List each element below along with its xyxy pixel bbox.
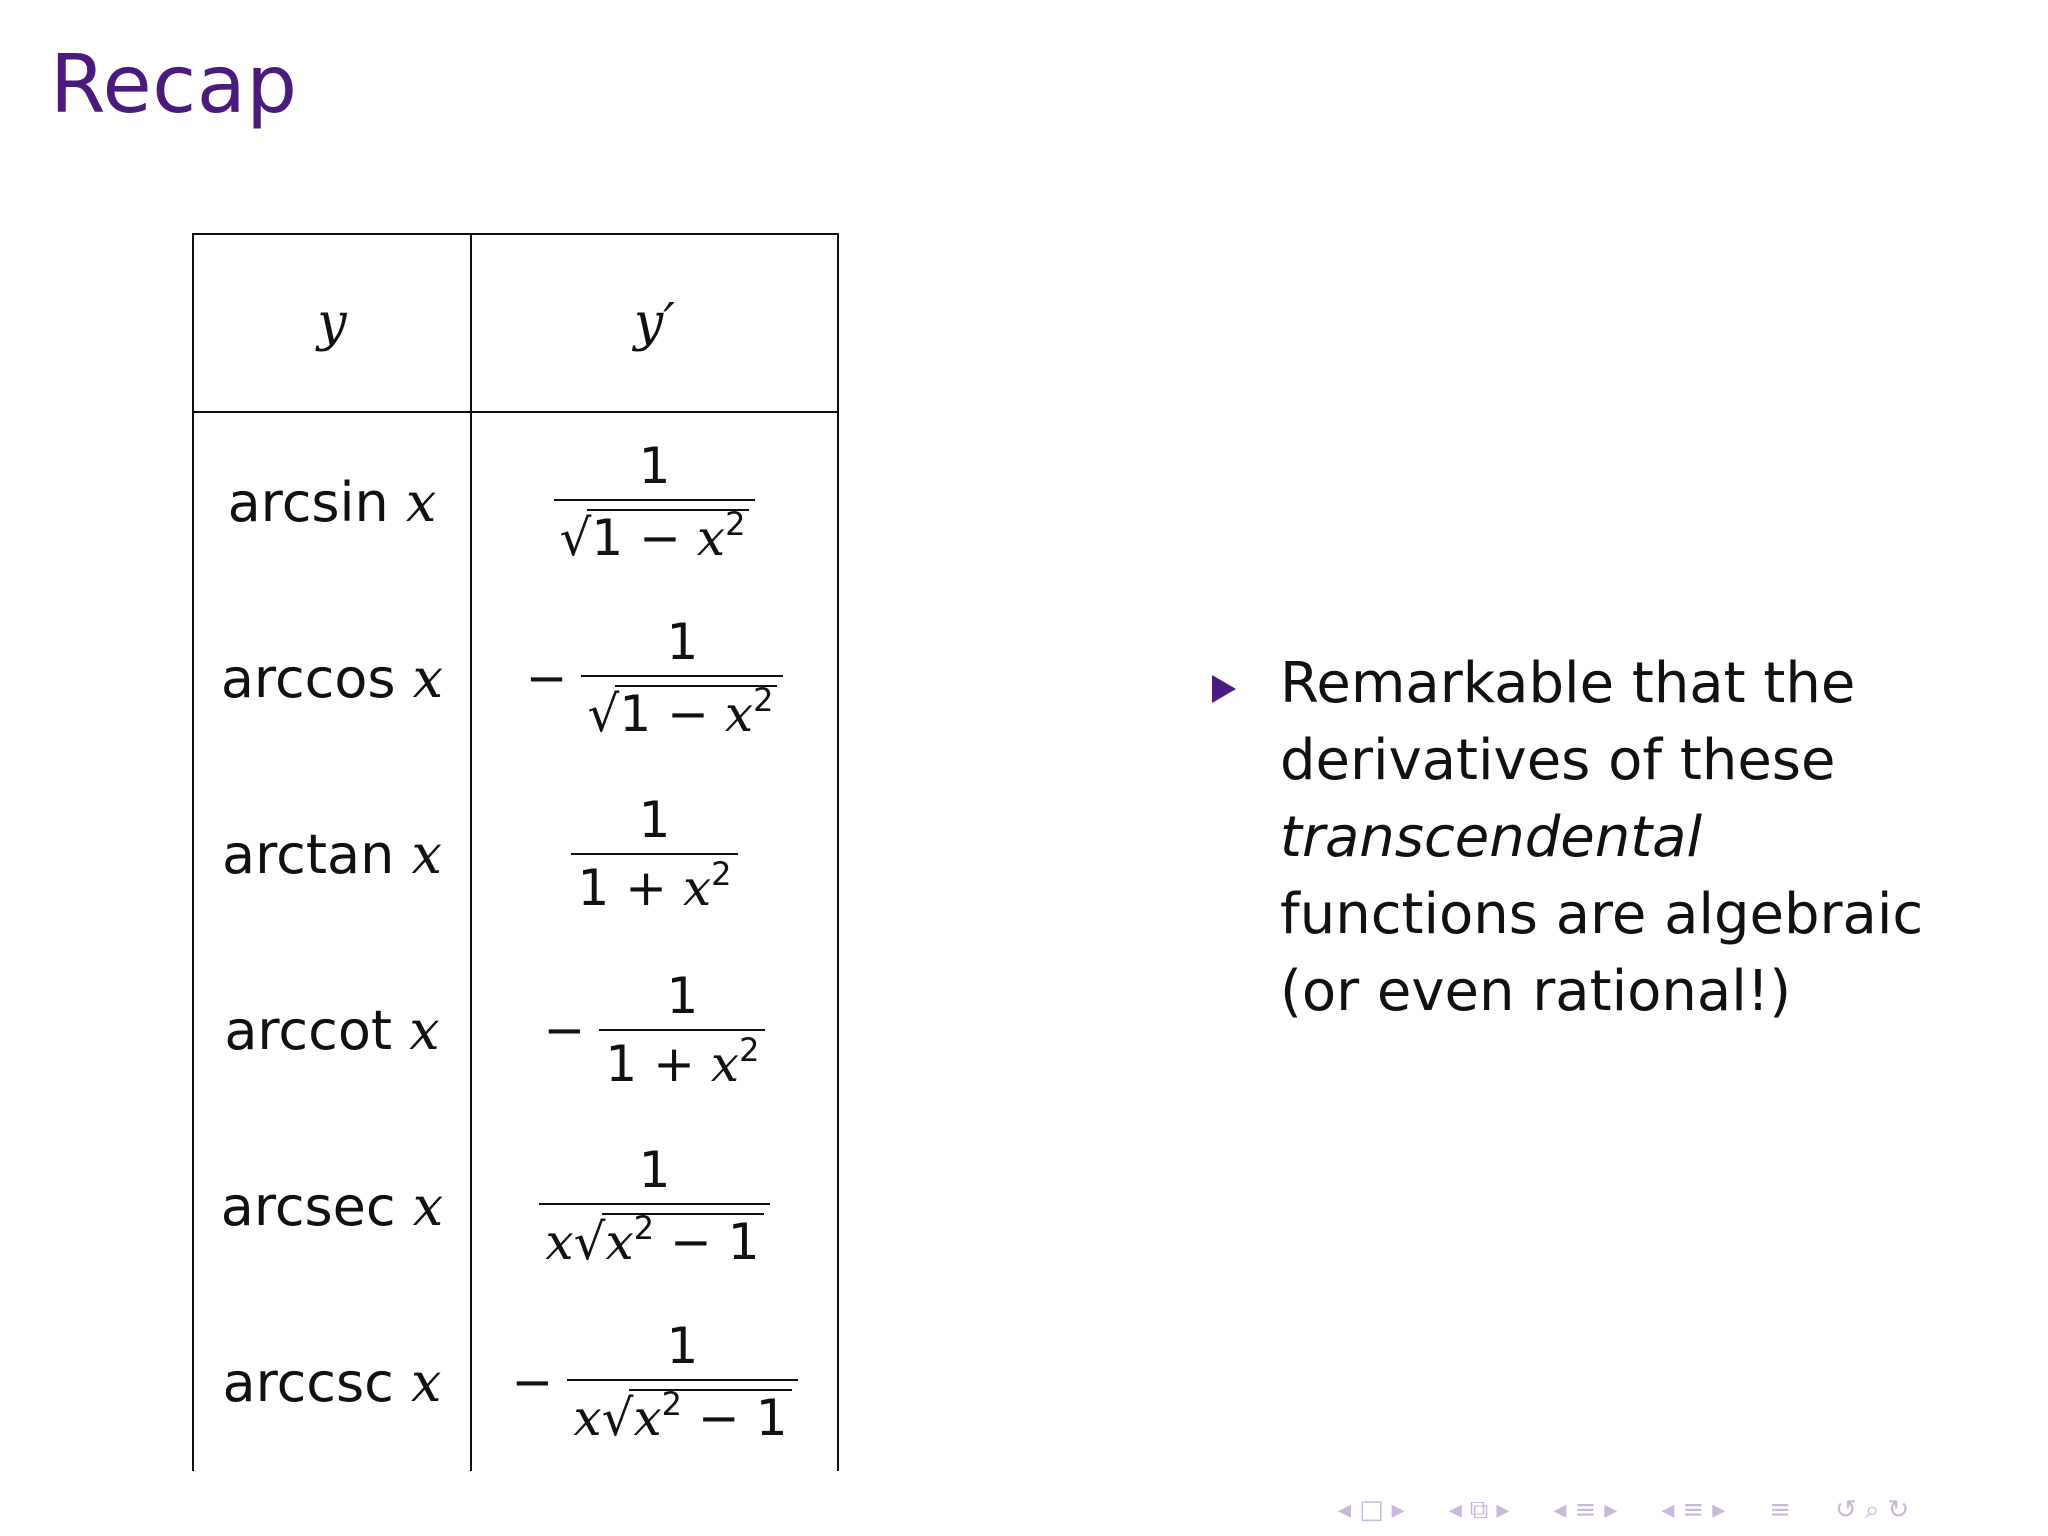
derivative-cell <box>472 942 837 1118</box>
minus-sign: − <box>525 649 568 707</box>
derivative-expression <box>571 791 737 917</box>
exponent: 2 <box>661 1385 683 1423</box>
triangle-bullet-icon <box>1212 675 1236 703</box>
derivative-cell <box>472 1118 837 1294</box>
document-icon[interactable]: ≡ <box>1682 1495 1705 1525</box>
bullet-item <box>1212 645 1952 1030</box>
variable: x <box>696 509 726 567</box>
exponent: 2 <box>711 855 732 893</box>
function-variable: x <box>405 470 437 534</box>
function-cell <box>194 590 470 766</box>
fraction <box>581 613 783 743</box>
function-name <box>221 1175 443 1238</box>
fraction <box>567 1317 797 1447</box>
exponent: 2 <box>633 1209 655 1247</box>
derivative-expression <box>554 437 756 567</box>
exponent: 2 <box>725 505 746 543</box>
radicand: $1 - x^2$ <box>587 509 749 563</box>
function-variable: x <box>412 1174 444 1238</box>
beamer-navigation-bar <box>1338 1492 1909 1528</box>
header-y <box>193 234 471 412</box>
variable: x <box>682 859 712 917</box>
function-label: arcsin <box>227 470 406 534</box>
minus-sign: − <box>511 1353 554 1411</box>
toc-icon[interactable]: ≡ <box>1769 1495 1792 1525</box>
function-label: arccos <box>220 646 413 710</box>
table-header-row <box>193 234 838 412</box>
forward-icon[interactable]: ↻ <box>1887 1495 1910 1525</box>
nav-next-icon[interactable]: ▸ <box>1391 1495 1405 1525</box>
header-y-label: y <box>317 293 347 353</box>
function-label: arccot <box>224 998 410 1062</box>
denominator: $1 + x^2$ <box>599 1029 765 1089</box>
derivative-expression <box>511 1317 797 1447</box>
variable: x <box>633 1389 662 1447</box>
back-icon[interactable]: ↺ <box>1835 1495 1857 1525</box>
function-name <box>224 999 439 1062</box>
derivative-cell <box>472 766 837 942</box>
function-cell <box>194 414 470 590</box>
slide-title: Recap <box>50 38 298 131</box>
denominator <box>554 499 756 567</box>
function-label: arcsec <box>220 1174 413 1238</box>
header-yprime-label: y′ <box>633 293 676 353</box>
sqrt-icon: √ <box>573 1213 606 1271</box>
function-cell <box>194 766 470 942</box>
denominator <box>567 1379 797 1447</box>
function-name <box>223 1351 442 1414</box>
table-body-row <box>193 412 838 1471</box>
subsection-icon[interactable]: ⧉ <box>1469 1494 1489 1525</box>
function-label: arccsc <box>222 1350 411 1414</box>
function-cell <box>194 942 470 1118</box>
derivative-cell <box>472 414 837 590</box>
sqrt-icon: √ <box>601 1389 634 1447</box>
header-yprime <box>471 234 838 412</box>
variable: x <box>545 1213 574 1271</box>
fraction <box>571 791 737 917</box>
numerator: 1 <box>638 791 671 849</box>
numerator: 1 <box>666 967 699 1025</box>
bullet-text-emphasis: transcendental <box>1280 805 1703 870</box>
function-variable: x <box>411 1350 442 1414</box>
fraction <box>554 437 756 567</box>
nav-prev-icon[interactable]: ◂ <box>1553 1495 1567 1525</box>
bullet-text-part1: Remarkable that the derivatives of these <box>1280 651 1856 793</box>
exponent: 2 <box>753 681 774 719</box>
function-column <box>193 412 471 1471</box>
derivative-expression <box>539 1141 769 1271</box>
sqrt-icon: √ <box>587 685 620 743</box>
denominator: $1 + x^2$ <box>571 853 737 913</box>
derivative-cell <box>472 590 837 766</box>
sqrt-icon: √ <box>559 509 592 567</box>
function-name <box>222 823 442 886</box>
numerator: 1 <box>638 1141 671 1199</box>
nav-prev-icon[interactable]: ◂ <box>1338 1495 1352 1525</box>
function-name <box>221 647 443 710</box>
function-variable: x <box>412 646 444 710</box>
frame-icon[interactable]: □ <box>1359 1495 1384 1525</box>
derivative-expression <box>543 967 766 1093</box>
nav-next-icon[interactable]: ▸ <box>1496 1495 1510 1525</box>
exponent: 2 <box>739 1031 760 1069</box>
derivative-table <box>192 233 839 1471</box>
function-label: arctan <box>222 822 412 886</box>
function-cell <box>194 1118 470 1294</box>
radicand: $x^2 - 1$ <box>602 1213 764 1267</box>
search-icon[interactable]: ⌕ <box>1864 1494 1880 1525</box>
derivative-expression <box>525 613 784 743</box>
bullet-text-part2: functions are algebraic (or even rational!) <box>1280 882 1924 1024</box>
nav-next-icon[interactable]: ▸ <box>1604 1495 1618 1525</box>
numerator: 1 <box>666 613 699 671</box>
numerator: 1 <box>666 1317 699 1375</box>
variable: x <box>605 1213 634 1271</box>
derivative-cell <box>472 1294 837 1470</box>
variable: x <box>573 1389 602 1447</box>
denominator <box>539 1203 769 1271</box>
nav-next-icon[interactable]: ▸ <box>1712 1495 1726 1525</box>
function-variable: x <box>409 998 440 1062</box>
radicand: $1 - x^2$ <box>615 685 777 739</box>
nav-prev-icon[interactable]: ◂ <box>1448 1495 1462 1525</box>
nav-prev-icon[interactable]: ◂ <box>1661 1495 1675 1525</box>
fraction <box>539 1141 769 1271</box>
variable: x <box>710 1035 740 1093</box>
denominator <box>581 675 783 743</box>
function-cell <box>194 1294 470 1470</box>
function-variable: x <box>411 822 442 886</box>
numerator: 1 <box>638 437 671 495</box>
fraction <box>599 967 765 1093</box>
minus-sign: − <box>543 1001 586 1059</box>
section-icon[interactable]: ≡ <box>1574 1495 1597 1525</box>
derivative-column <box>471 412 838 1471</box>
bullet-list <box>1212 645 1952 1030</box>
function-name <box>228 471 437 534</box>
radicand: $x^2 - 1$ <box>629 1389 791 1443</box>
variable: x <box>724 685 754 743</box>
